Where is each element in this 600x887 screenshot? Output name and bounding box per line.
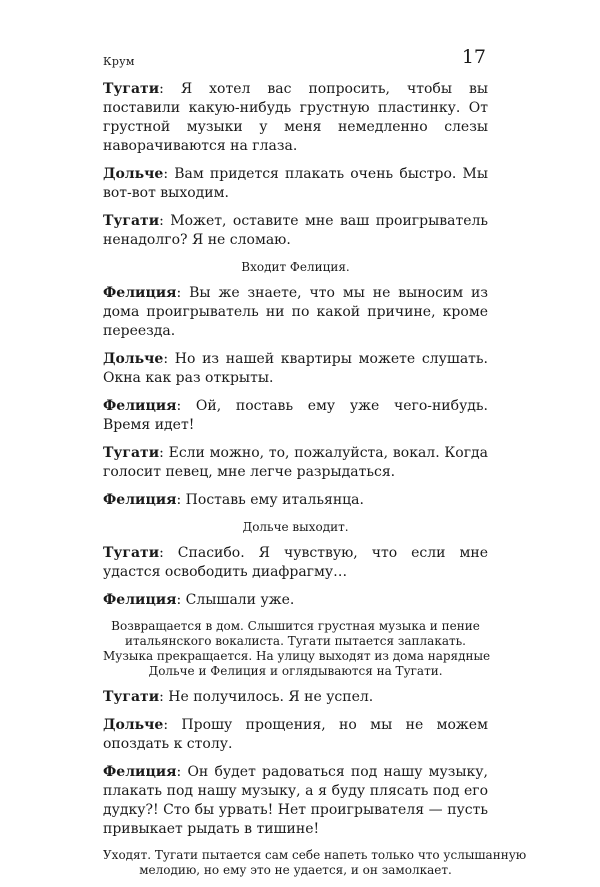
speaker-name: Тугати	[103, 81, 160, 97]
speech-text: : Может, оставите мне ваш проигрыватель ненадолго? Я не сломаю.	[103, 213, 488, 248]
stage-line: Дольче и Фелиция и оглядываются на Тугати.	[148, 664, 443, 678]
speaker-name: Дольче	[103, 166, 164, 182]
speech-text: : Не получилось. Я не успел.	[159, 689, 374, 705]
speaker-name: Тугати	[103, 689, 160, 705]
speech-text: : Если можно, то, пожалуйста, вокал. Когда голосит певец, мне легче разрыдаться.	[103, 445, 488, 480]
stage-line: итальянского вокалиста. Тугати пытается заплакать.	[125, 634, 466, 648]
speaker-name: Фелиция	[103, 285, 177, 301]
speech-felicia-3	[103, 491, 488, 510]
page-number: 17	[461, 46, 486, 68]
speech-tugati-3	[103, 444, 488, 482]
speaker-name: Тугати	[103, 445, 160, 461]
speech-text: : Слышали уже.	[176, 592, 295, 608]
stage-direction-block	[103, 848, 527, 878]
stage-direction-block	[103, 619, 491, 679]
speech-text: : Вы же знаете, что мы не выносим из дома проигрыватель ни по какой причине, кроме переезда.	[103, 285, 488, 339]
speech-text: : Спасибо. Я чувствую, что если мне удастся освободить диафрагму…	[103, 545, 488, 580]
stage-line: Возвращается в дом. Слышится грустная музыка и пение	[111, 619, 480, 633]
speaker-name: Фелиция	[103, 398, 177, 414]
speaker-name: Тугати	[103, 213, 160, 229]
running-title: Крум	[103, 55, 135, 68]
speaker-name: Фелиция	[103, 492, 177, 508]
speech-tugati-4	[103, 544, 488, 582]
speaker-name: Тугати	[103, 545, 160, 561]
speech-text: : Прошу прощения, но мы не можем опоздать к столу.	[103, 717, 488, 752]
speech-tugati-2	[103, 212, 488, 250]
stage-line: Музыка прекращается. На улицу выходят из дома нарядные	[103, 649, 491, 663]
speech-felicia-5	[103, 763, 488, 839]
speech-text: : Ой, поставь ему уже чего-нибудь. Время идет!	[103, 398, 488, 433]
speech-text: : Вам придется плакать очень быстро. Мы вот-вот выходим.	[103, 166, 488, 201]
speech-text: : Но из нашей квартиры можете слушать. Окна как раз открыты.	[103, 351, 488, 386]
speech-text: : Поставь ему итальянца.	[176, 492, 364, 508]
stage-direction: Дольче выходит.	[242, 520, 349, 534]
speaker-name: Дольче	[103, 351, 164, 367]
speaker-name: Фелиция	[103, 764, 177, 780]
stage-line: Уходят. Тугати пытается сам себе напеть только что услышанную	[103, 848, 527, 862]
speech-text: : Я хотел вас попросить, чтобы вы поставили какую-нибудь грустную пластинку. От грустной музыки у меня немедленно слезы наворачиваются на глаза.	[103, 81, 488, 154]
speech-text: : Он будет радоваться под нашу музыку, плакать под нашу музыку, а я буду плясать под его дудку?! Сто бы урвать! Нет проигрывателя — пусть привыкает рыдать в тишине!	[103, 764, 488, 837]
speech-dolche-2	[103, 350, 488, 388]
speaker-name: Дольче	[103, 717, 164, 733]
speech-felicia-1	[103, 284, 488, 341]
speech-dolche-1	[103, 165, 488, 203]
speech-dolche-3	[103, 716, 488, 754]
speech-tugati-1	[103, 80, 488, 156]
speech-felicia-4	[103, 591, 488, 610]
speaker-name: Фелиция	[103, 592, 177, 608]
page-header	[103, 48, 486, 68]
stage-direction: Входит Фелиция.	[241, 260, 350, 274]
stage-line: мелодию, но ему это не удается, и он замолкает.	[139, 863, 452, 877]
speech-tugati-5	[103, 688, 488, 707]
speech-felicia-2	[103, 397, 488, 435]
page-body	[103, 80, 527, 887]
